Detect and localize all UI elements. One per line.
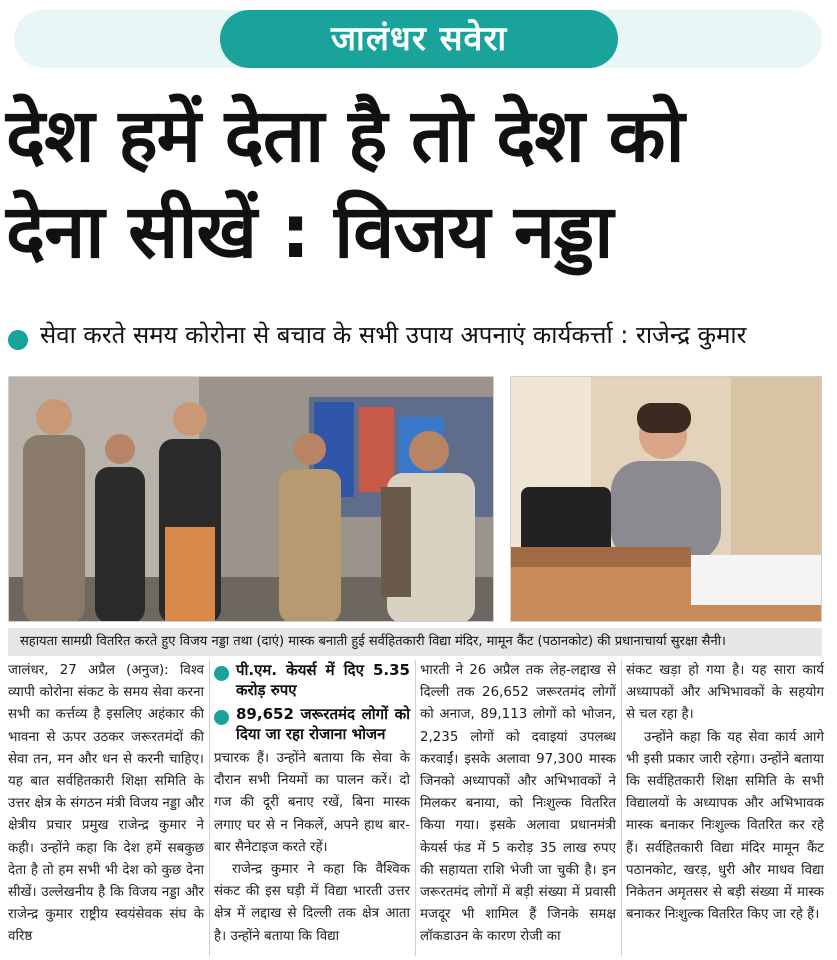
- column-divider: [415, 660, 416, 956]
- highlight-box-2: [214, 704, 410, 744]
- photo-aid-distribution-illustration: [9, 377, 494, 622]
- article-column-4: [626, 660, 824, 926]
- article-paragraph: संकट खड़ा हो गया है। यह सारा कार्य अध्यापकों और अभिभावकों के सहयोग से चल रहा है।: [626, 663, 824, 723]
- article-paragraph: भारती ने 26 अप्रैल तक लेह-लद्दाख से दिल्ली तक 26,652 जरूरतमंद लोगों को अनाज, 89,113 लोगों को भोजन, 2,235 लोगों को दवाइयां उपलब्ध करवाईं। इसके अलावा 97,300 मास्क जिनको अध्यापकों और अभिभावकों ने मिलकर बनाया, को निःशुल्क वितरित किया गया। इसके अलावा प्रधानमंत्री केयर्स फंड में 5 करोड़ 35 लाख रुपए की सहायता राशि भेजी जा चुकी है। इन जरूरतमंद लोगों में बड़ी संख्या में प्रवासी मजदूर भी शामिल हैं जिनके समक्ष लॉकडाउन के कारण रोजी का: [420, 663, 616, 945]
- article-paragraph: प्रचारक हैं। उन्होंने बताया कि सेवा के दौरान सभी नियमों का पालन करें। दो गज की दूरी बनाए रखें, बिना मास्क लगाए घर से न निकलें, अपने हाथ बार-बार सैनेटाइज करते रहें।: [214, 751, 410, 855]
- highlight-box-1: [214, 660, 410, 700]
- article-column-1: [8, 660, 204, 949]
- highlight-text-1: पी.एम. केयर्स में दिए 5.35 करोड़ रुपए: [236, 661, 410, 699]
- headline-line-2: देना सीखें : विजय नड्डा: [6, 189, 613, 275]
- bullet-dot-icon: [214, 666, 229, 681]
- article-column-3: [420, 660, 616, 949]
- headline-line-1: देश हमें देता है तो देश को: [6, 93, 684, 179]
- headline: [6, 88, 832, 280]
- column-divider: [621, 660, 622, 956]
- photo-caption: सहायता सामग्री वितरित करते हुए विजय नड्डा तथा (दाएं) मास्क बनाती हुई सर्वहितकारी विद्या मंदिर, मामून कैंट (पठानकोट) की प्रधानाचार्या सुरक्षा सैनी।: [20, 634, 726, 649]
- bullet-dot-icon: [8, 330, 28, 350]
- photo-mask-making: [510, 376, 822, 622]
- subheadline-text: सेवा करते समय कोरोना से बचाव के सभी उपाय अपनाएं कार्यकर्त्ता : राजेन्द्र कुमार: [40, 321, 747, 349]
- masthead: [0, 0, 837, 78]
- photo-aid-distribution: [8, 376, 494, 622]
- photo-mask-making-illustration: [511, 377, 822, 622]
- article-column-2: [214, 660, 410, 948]
- highlight-text-2: 89,652 जरूरतमंद लोगों को दिया जा रहा रोजाना भोजन: [236, 705, 410, 743]
- article-paragraph: राजेन्द्र कुमार ने कहा कि वैश्विक संकट की इस घड़ी में विद्या भारती उत्तर क्षेत्र में लद्दाख से दिल्ली तक क्षेत्र आता है। उन्होंने बताया कि विद्या: [214, 862, 410, 944]
- bullet-dot-icon: [214, 710, 229, 725]
- article-paragraph: जालंधर, 27 अप्रैल (अनुज): विश्व व्यापी कोरोना संकट के समय सेवा करना सभी का कर्त्तव्य है इसलिए अहंकार की भावना से ऊपर उठकर जरूरतमंदों की सेवा तन, मन और धन से करनी चाहिए। यह बात सर्वहितकारी शिक्षा समिति के उत्तर क्षेत्र के संगठन मंत्री विजय नड्डा और क्षेत्रीय प्रचार प्रमुख राजेन्द्र कुमार ने कही। उन्होंने कहा कि देश हमें सबकुछ देता है तो हम सभी भी देश को कुछ देना सीखें। उल्लेखनीय है कि विजय नड्डा और राजेन्द्र कुमार राष्ट्रीय स्वयंसेवक संघ के वरिष्ठ: [8, 663, 204, 945]
- column-divider: [209, 660, 210, 956]
- article-paragraph: उन्होंने कहा कि यह सेवा कार्य आगे भी इसी प्रकार जारी रहेगा। उन्होंने बताया कि सर्वहितकारी शिक्षा समिति के सभी विद्यालयों के अध्यापक और अभिभावक मास्क बनाकर निःशुल्क वितरित कर रहे हैं। सर्वहितकारी विद्या मंदिर मामून कैंट पठानकोट, खरड़, धुरी और माधव विद्या निकेतन अमृतसर से बड़ी संख्या में मास्क बनाकर निःशुल्क वितरित किए जा रहे हैं।: [626, 729, 824, 923]
- subheadline: [6, 310, 832, 360]
- photo-caption-box: [8, 628, 822, 656]
- masthead-title: जालंधर सवेरा: [330, 19, 508, 59]
